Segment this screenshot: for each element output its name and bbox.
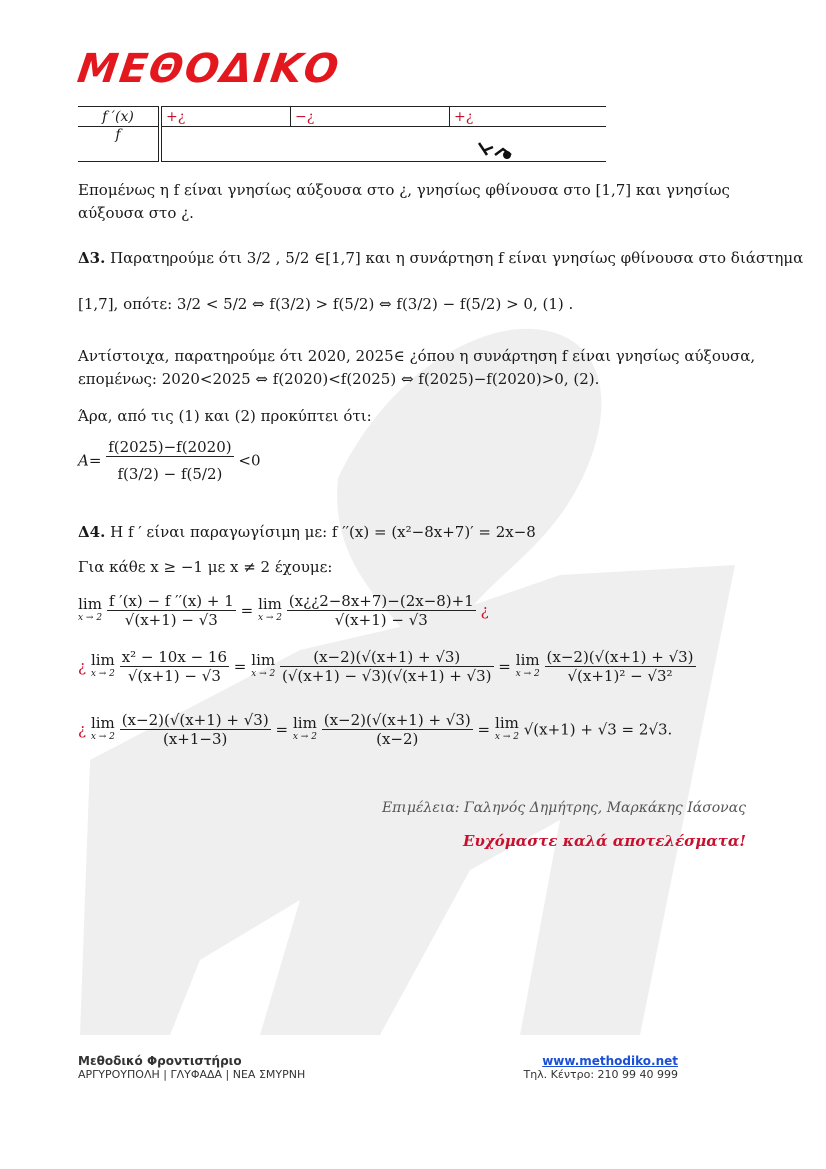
d3-conclusion: Άρα, από τις (1) και (2) προκύπτει ότι: [78, 407, 372, 425]
d3-intro-text: Παρατηρούμε ότι 3/2 , 5/2 ∈[1,7] και η συνάρτηση f είναι γνησίως φθίνουσα στο διάστημα [110, 249, 804, 267]
footer-branches: ΑΡΓΥΡΟΥΠΟΛΗ | ΓΛΥΦΑΔΑ | ΝΕΑ ΣΜΥΡΝΗ [78, 1068, 306, 1081]
d4-intro-text: Η f ′ είναι παραγωγίσιμη με: f ′′(x) = (x²−8x+7)′ = 2x−8 [110, 523, 536, 541]
brand-logo: ΜΕΘΟΔΙΚΟ [74, 46, 344, 92]
d4-step1: lim x → 2 $\frac{f '(x) - f ''(x) + 1}{√(x+1) - √3}$ = lim x → 2 $\frac{(x¿¿2-8x+7)-(2x-8)+1}{√(x+1) - √3}$ ¿ [78, 592, 489, 629]
sign-cell-2: −¿ [291, 107, 450, 127]
monotonicity-row [160, 127, 606, 162]
A-fraction: $\frac{f(2025)-f(2020)}{f(3/2) - f(5/2)}$ [108, 438, 232, 483]
sign-row-label-derivative: f ′(x) [78, 107, 160, 127]
d3-label: Δ3. [78, 249, 106, 267]
d4-label: Δ4. [78, 523, 106, 541]
d4-intro [78, 521, 536, 543]
sign-table [78, 106, 606, 162]
d4-condition: Για κάθε x ≥ −1 με x ≠ 2 έχουμε: [78, 558, 333, 576]
d3-A-expression: A= $\frac{f(2025)-f(2020)}{f(3/2) - f(5/2)}$ <0 [78, 438, 261, 483]
closing-wish: Ευχόμαστε καλά αποτελέσματα! [463, 832, 746, 850]
footer-left [78, 1054, 305, 1081]
sign-cell-1: +¿ [160, 107, 291, 127]
d3-para2-line1: Αντίστοιχα, παρατηρούμε ότι 2020, 2025∈ ¿όπου η συνάρτηση f είναι γνησίως αύξουσα, [78, 347, 756, 365]
d4-step3: ¿ lim x → 2 $\frac{(x-2)(√(x+1) + √3)}{(x+1-3)}$ = lim x → 2 $\frac{(x-2)(√(x+1) + √3)}{(x-2)}$ = lim x → 2 √(x+1) + √3 = 2√3. [78, 711, 673, 748]
footer-name: Μεθοδικό Φροντιστήριο [78, 1054, 242, 1068]
d2-conclusion-line2: αύξουσα στο ¿. [78, 204, 194, 222]
website-link[interactable]: www.methodiko.net [542, 1054, 678, 1068]
d3-intro [78, 247, 803, 269]
d3-para2-line2: επομένως: 2020<2025 ⇔ f(2020)<f(2025) ⇔ f(2025)−f(2020)>0, (2). [78, 370, 600, 388]
monotonicity-arrow-icon [477, 141, 527, 161]
d2-conclusion-line1: Επομένως η f είναι γνησίως αύξουσα στο ¿, γνησίως φθίνουσα στο [1,7] και γνησίως [78, 181, 730, 199]
footer-phone: Τηλ. Κέντρο: 210 99 40 999 [523, 1068, 678, 1081]
d3-line2: [1,7], οπότε: 3/2 < 5/2 ⇔ f(3/2) > f(5/2) ⇔ f(3/2) − f(5/2) > 0, (1) . [78, 295, 574, 313]
footer-right [523, 1054, 678, 1081]
credit-authors: Επιμέλεια: Γαληνός Δημήτρης, Μαρκάκης Ιάσονας [381, 800, 746, 816]
sign-row-label-function: f [78, 127, 160, 162]
d4-step2: ¿ lim x → 2 $\frac{\text{x² − 10x − 16}}{√(x+1) - √3}$ = lim x → 2 $\frac{(x-2)(√(x+1) + √3)}{(√(x+1) - √3)(√(x+1) + √3)}$ = lim x → 2 $\frac{(x-2)(√(x+1) + √3)}{\text{√(x+1)² − √3²}}$ [78, 648, 694, 685]
sign-cell-3: +¿ [450, 107, 607, 127]
